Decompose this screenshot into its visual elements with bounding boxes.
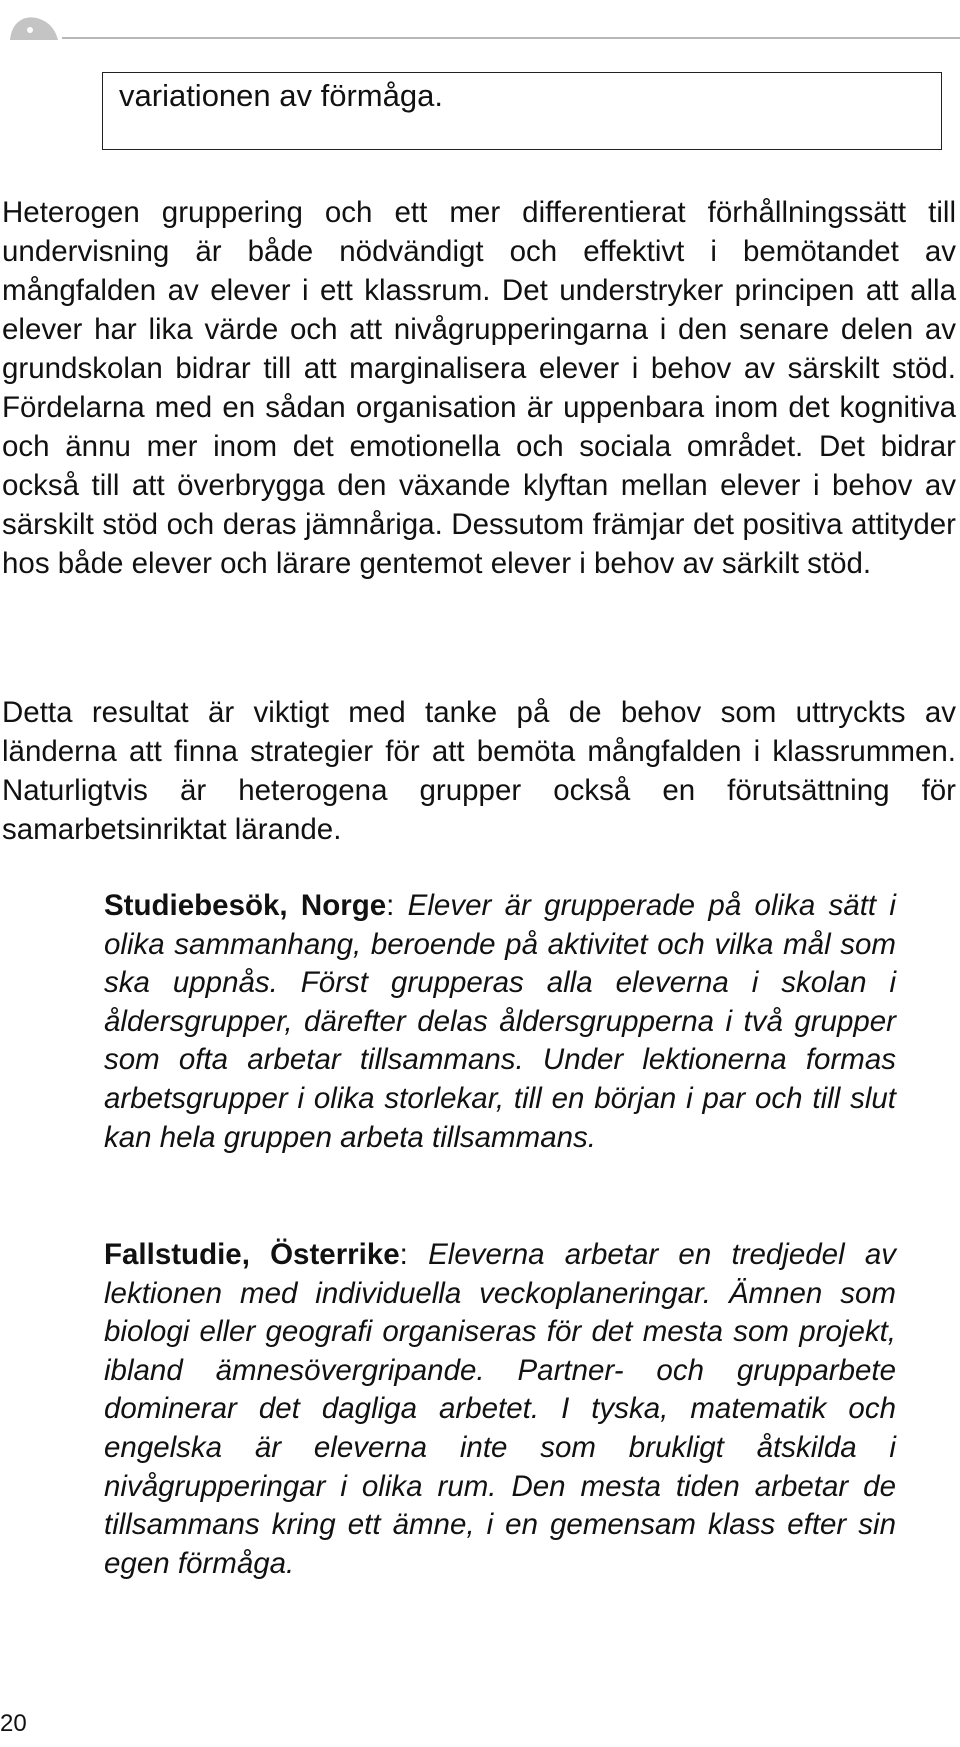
case-body: Eleverna arbetar en tredjedel av lektionen med individuella veckoplaneringar. Ämnen som biologi eller geografi organiseras för det mesta som projekt, ibland ämnesövergripande. Partner- och grupparbete dominerar det dagliga arbetet. I tyska, matematik och engelska är eleverna inte som brukligt åtskilda i nivågrupperingar i olika rum. Den mesta tiden arbetar de tillsammans kring ett ämne, i en gemensam klass efter sin egen förmåga. bbox=[104, 1238, 897, 1580]
case-example-norway bbox=[104, 887, 896, 1157]
emblem-icon bbox=[8, 8, 58, 40]
body-paragraph: Detta resultat är viktigt med tanke på de behov som uttryckts av länderna att finna strategier för att bemöta mångfalden i klassrummen. Naturligtvis är heterogena grupper också en förutsättning för samarbetsinriktat lärande. bbox=[2, 696, 956, 846]
case-example-austria bbox=[104, 1236, 896, 1583]
case-body: Elever är grupperade på olika sätt i olika sammanhang, beroende på aktivitet och vilka mål som ska uppnås. Först grupperas alla eleverna i skolan i åldersgrupper, därefter delas åldersgrupperna i två grupper som ofta arbetar tillsammans. Under lektionerna formas arbetsgrupper i olika storlekar, till en början i par och till slut kan hela gruppen arbeta tillsammans. bbox=[104, 889, 896, 1154]
header-rule bbox=[62, 37, 960, 39]
case-colon: : bbox=[386, 889, 395, 922]
case-heading: Fallstudie, Österrike bbox=[104, 1238, 400, 1271]
page-header bbox=[0, 0, 960, 48]
boxed-note bbox=[102, 72, 942, 150]
case-colon: : bbox=[399, 1238, 408, 1271]
body-paragraph: Heterogen gruppering och ett mer differentierat förhållningssätt till undervisning är både nödvändigt och effektivt i bemötandet av mångfalden av elever i ett klassrum. Det understryker principen att alla elever har lika värde och att nivågrupperingarna i den senare delen av grundskolan bidrar till att marginalisera elever i behov av särskilt stöd. Fördelarna med en sådan organisation är uppenbara inom det kognitiva och ännu mer inom det emotionella och sociala området. Det bidrar också till att överbrygga den växande klyftan mellan elever i behov av särskilt stöd och deras jämnåriga. Dessutom främjar det positiva attityder hos både elever och lärare gentemot elever i behov av särkilt stöd. bbox=[2, 196, 956, 580]
page-number: 20 bbox=[0, 1710, 27, 1737]
boxed-note-text: variationen av förmåga. bbox=[119, 78, 443, 113]
case-heading: Studiebesök, Norge bbox=[104, 889, 387, 922]
